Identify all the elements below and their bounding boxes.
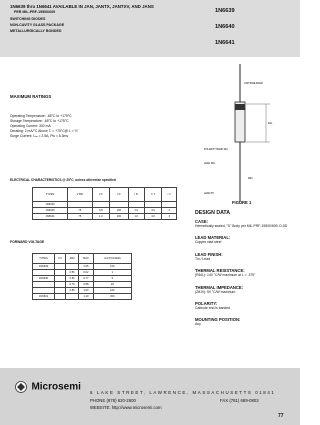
page-number: 77 bbox=[278, 413, 284, 419]
cell: 1.0 bbox=[128, 214, 144, 220]
feature-package: NON-CAVITY GLASS PACKAGE bbox=[10, 22, 65, 27]
dd-text: Hermetically sealed, "D" Body per MIL-PRF-19500/609, D-5D bbox=[195, 224, 288, 228]
cell: 0.66 bbox=[66, 276, 79, 282]
col-header: TYPES bbox=[33, 254, 55, 264]
cell: 1N6640 bbox=[33, 208, 68, 214]
cell: 300 bbox=[93, 294, 131, 300]
cell: 1.10 bbox=[79, 294, 93, 300]
cell: 1N6641 bbox=[33, 294, 55, 300]
dd-label: POLARITY: bbox=[195, 301, 218, 307]
dd-label: THERMAL IMPEDANCE: bbox=[195, 284, 244, 290]
design-data-heading: DESIGN DATA bbox=[195, 210, 230, 216]
cell: 0.77 bbox=[79, 276, 93, 282]
part-number-1: 1N6639 bbox=[215, 8, 235, 14]
dd-label: CASE: bbox=[195, 219, 209, 224]
dd-text: Tin / Lead bbox=[195, 256, 210, 261]
dd-text: Any bbox=[195, 322, 201, 327]
col-header: V F bbox=[55, 254, 66, 264]
fax: FAX (781) 689-0803 bbox=[220, 398, 259, 403]
microsemi-logo-icon bbox=[15, 381, 27, 393]
dd-label: LEAD FINISH: bbox=[195, 251, 223, 257]
brand-name: Microsemi bbox=[31, 381, 81, 393]
forward-heading: FORWARD VOLTAGE bbox=[10, 240, 45, 244]
part-number-2: 1N6640 bbox=[215, 24, 235, 30]
figure-label: MIN. bbox=[248, 177, 254, 180]
dd-text: Cathode end is banded. bbox=[195, 306, 232, 311]
dd-label: THERMAL RESISTANCE: bbox=[195, 268, 245, 274]
col-header: I R bbox=[110, 188, 129, 202]
cell: 1.05 bbox=[79, 264, 93, 270]
address: 6 LAKE STREET, LAWRENCE, MASSACHUSETTS 01841 bbox=[90, 390, 276, 395]
cell: 75 bbox=[68, 214, 93, 220]
feature-list bbox=[10, 5, 200, 36]
max-ratings-list bbox=[10, 114, 79, 139]
feature-spec: PER MIL-PRF-19500/609 bbox=[14, 10, 56, 15]
design-data bbox=[195, 210, 295, 327]
col-header: TYPES bbox=[33, 188, 68, 202]
cell: 0.76 bbox=[66, 282, 79, 288]
feature-switching: SWITCHING DIODES bbox=[10, 16, 46, 21]
cell: 0.8 bbox=[92, 208, 110, 214]
footer-band bbox=[0, 368, 300, 425]
rating-line: Storage Temperature: -65°C to +175°C bbox=[10, 118, 69, 123]
cell: 4.0 bbox=[144, 208, 162, 214]
cell: 1.00 bbox=[79, 288, 93, 294]
cell: 4.0 bbox=[144, 214, 162, 220]
cell bbox=[55, 294, 66, 300]
figure-label: LEAD DIA. bbox=[204, 162, 216, 165]
cell: 4 bbox=[162, 208, 177, 214]
table-row bbox=[33, 294, 132, 300]
table-row bbox=[33, 214, 177, 220]
col-header: C T bbox=[144, 188, 162, 202]
electrical-table bbox=[32, 187, 177, 220]
col-header: mA (PULSED) bbox=[93, 254, 131, 264]
cell: 1 bbox=[93, 270, 131, 276]
cell: 5 bbox=[93, 276, 131, 282]
cell: 0.86 bbox=[66, 288, 79, 294]
col-header: V F bbox=[92, 188, 110, 202]
dd-label: MOUNTING POSITION: bbox=[195, 317, 241, 323]
phone: PHONE (978) 620-2600 bbox=[90, 398, 136, 403]
feature-bonded: METALLURGICALLY BONDED bbox=[10, 29, 62, 34]
cell: 4 bbox=[162, 214, 177, 220]
cell: 1N6641 bbox=[33, 214, 68, 220]
col-header: MAX bbox=[79, 254, 93, 264]
cathode-band bbox=[235, 104, 245, 110]
cell: 100 bbox=[93, 264, 131, 270]
figure-caption: FIGURE 1 bbox=[232, 200, 252, 205]
figure-label: LENGTH bbox=[204, 192, 214, 195]
rating-line: Derating: 2 mA/°C Above Tₗ = +75°C@ L = ⅔" bbox=[10, 128, 79, 133]
cell: 1N6639 bbox=[33, 264, 55, 270]
col-header: MIN bbox=[66, 254, 79, 264]
figure-label: DIA. bbox=[268, 122, 273, 125]
rating-line: Operating Current: 300 mA bbox=[10, 123, 51, 128]
cell: 0.56 bbox=[66, 270, 79, 276]
company-logo bbox=[15, 378, 81, 396]
col-header: I R bbox=[128, 188, 144, 202]
max-ratings-heading: MAXIMUM RATINGS bbox=[10, 94, 52, 99]
cell: 0.88 bbox=[79, 282, 93, 288]
cell bbox=[66, 294, 79, 300]
cell: 1N6639 bbox=[33, 202, 68, 208]
cell: 75 bbox=[68, 208, 93, 214]
figure-label: POLARITY BAND DIA. bbox=[204, 148, 229, 151]
cell: 20 bbox=[93, 282, 131, 288]
cell: 1.0 bbox=[128, 208, 144, 214]
cell: 1.0 bbox=[92, 214, 110, 220]
rating-line: Operating Temperature: -65°C to +175°C bbox=[10, 114, 72, 118]
figure-label: CATHODE BAND bbox=[244, 82, 263, 85]
cell: 100 bbox=[110, 208, 129, 214]
diode-outline-figure bbox=[200, 64, 295, 202]
cell: 100 bbox=[93, 288, 131, 294]
forward-table bbox=[32, 253, 132, 300]
part-number-3: 1N6641 bbox=[215, 40, 235, 46]
dd-text: Copper clad steel bbox=[195, 240, 222, 245]
website: WEBSITE: http://www.microsemi.com bbox=[90, 405, 162, 410]
electrical-heading: ELECTRICAL CHARACTERISTICS @ 25°C, unless otherwise specified bbox=[10, 178, 116, 182]
dd-text: (ZθJX): 50 °C/W maximum bbox=[195, 289, 236, 294]
col-header: V BR bbox=[68, 188, 93, 202]
cell: 100 bbox=[110, 214, 129, 220]
feature-availability: 1N6639 thru 1N6641 AVAILABLE IN JAN, JANTX, JANTXV, AND JANS bbox=[10, 4, 154, 9]
cell: 1N6640 bbox=[33, 276, 55, 282]
dd-text: (RθJL): 140 °C/W maximum at L = .375" bbox=[195, 273, 256, 278]
rating-line: Surge Current: Iₛₘ = 2.5A, Pw = 8.3ms bbox=[10, 133, 69, 138]
cell: 0.62 bbox=[79, 270, 93, 276]
col-header: t rr bbox=[162, 188, 177, 202]
dd-label: LEAD MATERIAL: bbox=[195, 235, 231, 241]
